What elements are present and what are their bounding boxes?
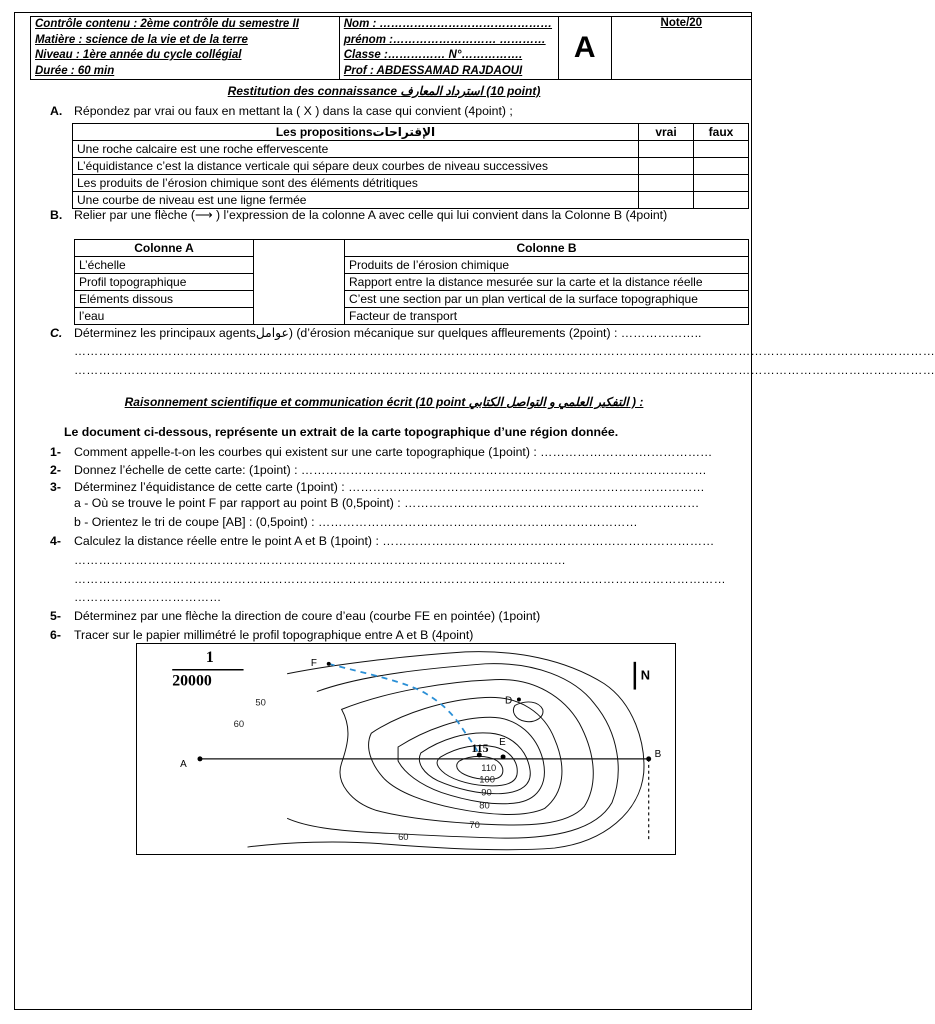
proposition: Une courbe de niveau est une ligne fermée xyxy=(73,192,639,209)
summit-marker xyxy=(501,754,506,759)
table-row xyxy=(73,175,749,192)
student-info[interactable] xyxy=(339,17,558,80)
matching-table xyxy=(74,239,749,325)
question-label: C. xyxy=(50,326,63,340)
answer-box-vrai[interactable] xyxy=(639,192,694,209)
table-row xyxy=(73,192,749,209)
answer-line[interactable]: …………………………………………………………………………………………………………………………………………… xyxy=(74,572,726,586)
answer-box-faux[interactable] xyxy=(694,158,749,175)
point-f-label: F xyxy=(310,657,317,669)
class-field[interactable]: Classe :…………… N°……………. xyxy=(343,49,523,61)
answer-box-faux[interactable] xyxy=(694,141,749,158)
point-d-label: D xyxy=(505,695,513,707)
answer-box-vrai[interactable] xyxy=(639,175,694,192)
true-false-table xyxy=(72,123,749,209)
header-line: Matière : science de la vie et de la terre xyxy=(35,33,248,46)
contour-label: 110 xyxy=(481,761,497,773)
column-b-item: Rapport entre la distance mesurée sur la carte et la distance réelle xyxy=(345,274,749,291)
table-row xyxy=(73,158,749,175)
table-row xyxy=(75,291,749,308)
question-label: 1- xyxy=(50,445,61,459)
proposition: Les produits de l’érosion chimique sont des éléments détritiques xyxy=(73,175,639,192)
header-line: Durée : 60 min xyxy=(35,64,115,77)
question-text: Déterminez les principaux agentsعوامل) (d’érosion mécanique sur quelques affleurements (2point) : ……………….. xyxy=(74,326,702,340)
column-a-item: L’échelle xyxy=(75,257,254,274)
section-title: Raisonnement scientifique et communication écrit (10 point التفكير العلمي و التواصل الكتابي ) : xyxy=(124,395,644,409)
question-2 xyxy=(50,463,707,477)
contour-label: 60 xyxy=(233,718,245,730)
link-space[interactable] xyxy=(254,274,345,291)
contour-label: 100 xyxy=(479,773,496,785)
version-letter: A xyxy=(558,17,611,80)
north-label: N xyxy=(640,667,651,683)
exam-info xyxy=(31,17,340,80)
table-row xyxy=(75,274,749,291)
table-row xyxy=(73,141,749,158)
point-b-marker xyxy=(646,756,651,761)
answer-box-faux[interactable] xyxy=(694,175,749,192)
contour-label: 70 xyxy=(469,819,480,831)
table-row xyxy=(75,308,749,325)
column-b-item: Facteur de transport xyxy=(345,308,749,325)
header-line: Niveau : 1ère année du cycle collégial xyxy=(35,49,242,61)
question-4 xyxy=(50,534,714,548)
question-text: Relier par une flèche (⟶ ) l’expression de la colonne A avec celle qui lui convient dans la Colonne B (4point) xyxy=(74,208,668,222)
question-label: 2- xyxy=(50,463,61,477)
contour-line xyxy=(248,652,644,850)
column-header: faux xyxy=(694,124,749,141)
topographic-map xyxy=(136,643,676,855)
question-a xyxy=(50,104,513,118)
question-text: Déterminez par une flèche la direction de coure d’eau (courbe FE en pointée) (1point) xyxy=(74,609,541,623)
question-text: Répondez par vrai ou faux en mettant la ( X ) dans la case qui convient (4point) ; xyxy=(74,104,513,118)
contour-line xyxy=(340,680,593,826)
exam-header xyxy=(30,16,752,80)
answer-line[interactable]: ………………………………………………………………………………………………………………………………………………………………………………………… xyxy=(74,344,935,358)
question-6 xyxy=(50,628,473,642)
answer-line[interactable]: ………………………………………………………………………………………………………… xyxy=(74,553,566,567)
column-a-item: Profil topographique xyxy=(75,274,254,291)
link-space[interactable] xyxy=(254,240,345,257)
proposition: L’équidistance c’est la distance verticale qui sépare deux courbes de niveau successives xyxy=(73,158,639,175)
question-text: Tracer sur le papier millimétré le profil topographique entre A et B (4point) xyxy=(74,628,474,642)
column-a-item: l’eau xyxy=(75,308,254,325)
point-b-label: B xyxy=(654,748,662,760)
question-5 xyxy=(50,609,540,623)
contour-label: 80 xyxy=(479,799,490,811)
column-header: Colonne A xyxy=(75,240,254,257)
firstname-field[interactable]: prénom :……………………… ………… xyxy=(343,33,546,46)
name-field[interactable]: Nom : ……………………………………… xyxy=(343,18,553,30)
question-label: 6- xyxy=(50,628,61,642)
point-e-label: E xyxy=(499,737,506,749)
question-b xyxy=(50,208,667,222)
question-3b: b - Orientez le tri de coupe [AB] : (0,5point) : …………………………………………………………………… xyxy=(74,515,638,529)
scale-denominator: 20000 xyxy=(172,672,212,690)
contour-label: 50 xyxy=(255,696,266,708)
table-row xyxy=(75,257,749,274)
grade-box[interactable]: Note/20 xyxy=(611,17,751,80)
contour-map-drawing xyxy=(137,644,675,854)
answer-line[interactable]: ………………………………………………………………………………………………………………………………………………………………………………………… xyxy=(74,363,935,377)
column-header: Les propositionsالإقتراحات xyxy=(73,124,639,141)
teacher-name: Prof : ABDESSAMAD RAJDAOUI xyxy=(343,64,523,77)
question-text: Comment appelle-t-on les courbes qui existent sur une carte topographique (1point) : …………………………………… xyxy=(74,445,713,459)
point-a-marker xyxy=(197,756,202,761)
point-f-marker xyxy=(327,662,331,666)
column-header: Colonne B xyxy=(345,240,749,257)
question-label: A. xyxy=(50,104,63,118)
document-intro: Le document ci-dessous, représente un extrait de la carte topographique d’une région donnée. xyxy=(64,425,619,439)
question-label: 4- xyxy=(50,534,61,548)
question-text: Calculez la distance réelle entre le point A et B (1point) : ……………………………………………………………………… xyxy=(74,534,715,548)
link-space[interactable] xyxy=(254,291,345,308)
column-b-item: Produits de l’érosion chimique xyxy=(345,257,749,274)
contour-label: 60 xyxy=(398,831,409,843)
link-space[interactable] xyxy=(254,257,345,274)
column-a-item: Eléments dissous xyxy=(75,291,254,308)
answer-box-vrai[interactable] xyxy=(639,158,694,175)
contour-line xyxy=(398,717,544,803)
link-space[interactable] xyxy=(254,308,345,325)
header-line: Contrôle contenu : 2ème contrôle du semestre II xyxy=(35,18,299,30)
question-label: B. xyxy=(50,208,63,222)
column-b-item: C’est une section par un plan vertical de la surface topographique xyxy=(345,291,749,308)
point-a-label: A xyxy=(180,758,187,770)
section-title: Restitution des connaissance استرداد المعارف (10 point) xyxy=(227,84,541,98)
column-header: vrai xyxy=(639,124,694,141)
contour-label: 90 xyxy=(481,786,492,798)
scale-numerator: 1 xyxy=(205,648,214,666)
question-c xyxy=(50,326,701,340)
answer-box-vrai[interactable] xyxy=(639,141,694,158)
proposition: Une roche calcaire est une roche effervescente xyxy=(73,141,639,158)
question-label: 5- xyxy=(50,609,61,623)
point-d-marker xyxy=(517,697,521,701)
answer-line[interactable]: ……………………………… xyxy=(74,590,222,604)
question-1 xyxy=(50,445,712,459)
question-text: Donnez l’échelle de cette carte: (1point) : ……………………………………………………………………………………… xyxy=(74,463,707,477)
question-text: Déterminez l’équidistance de cette carte (1point) : …………………………………………………………………………… xyxy=(74,480,705,494)
summit-elevation: 115 xyxy=(471,740,489,755)
question-label: 3- xyxy=(50,480,61,494)
answer-box-faux[interactable] xyxy=(694,192,749,209)
question-3a: a - Où se trouve le point F par rapport au point B (0,5point) : ……………………………………………………………… xyxy=(74,496,700,510)
question-3 xyxy=(50,480,705,494)
river-fe xyxy=(329,664,480,755)
contour-line xyxy=(513,702,543,722)
